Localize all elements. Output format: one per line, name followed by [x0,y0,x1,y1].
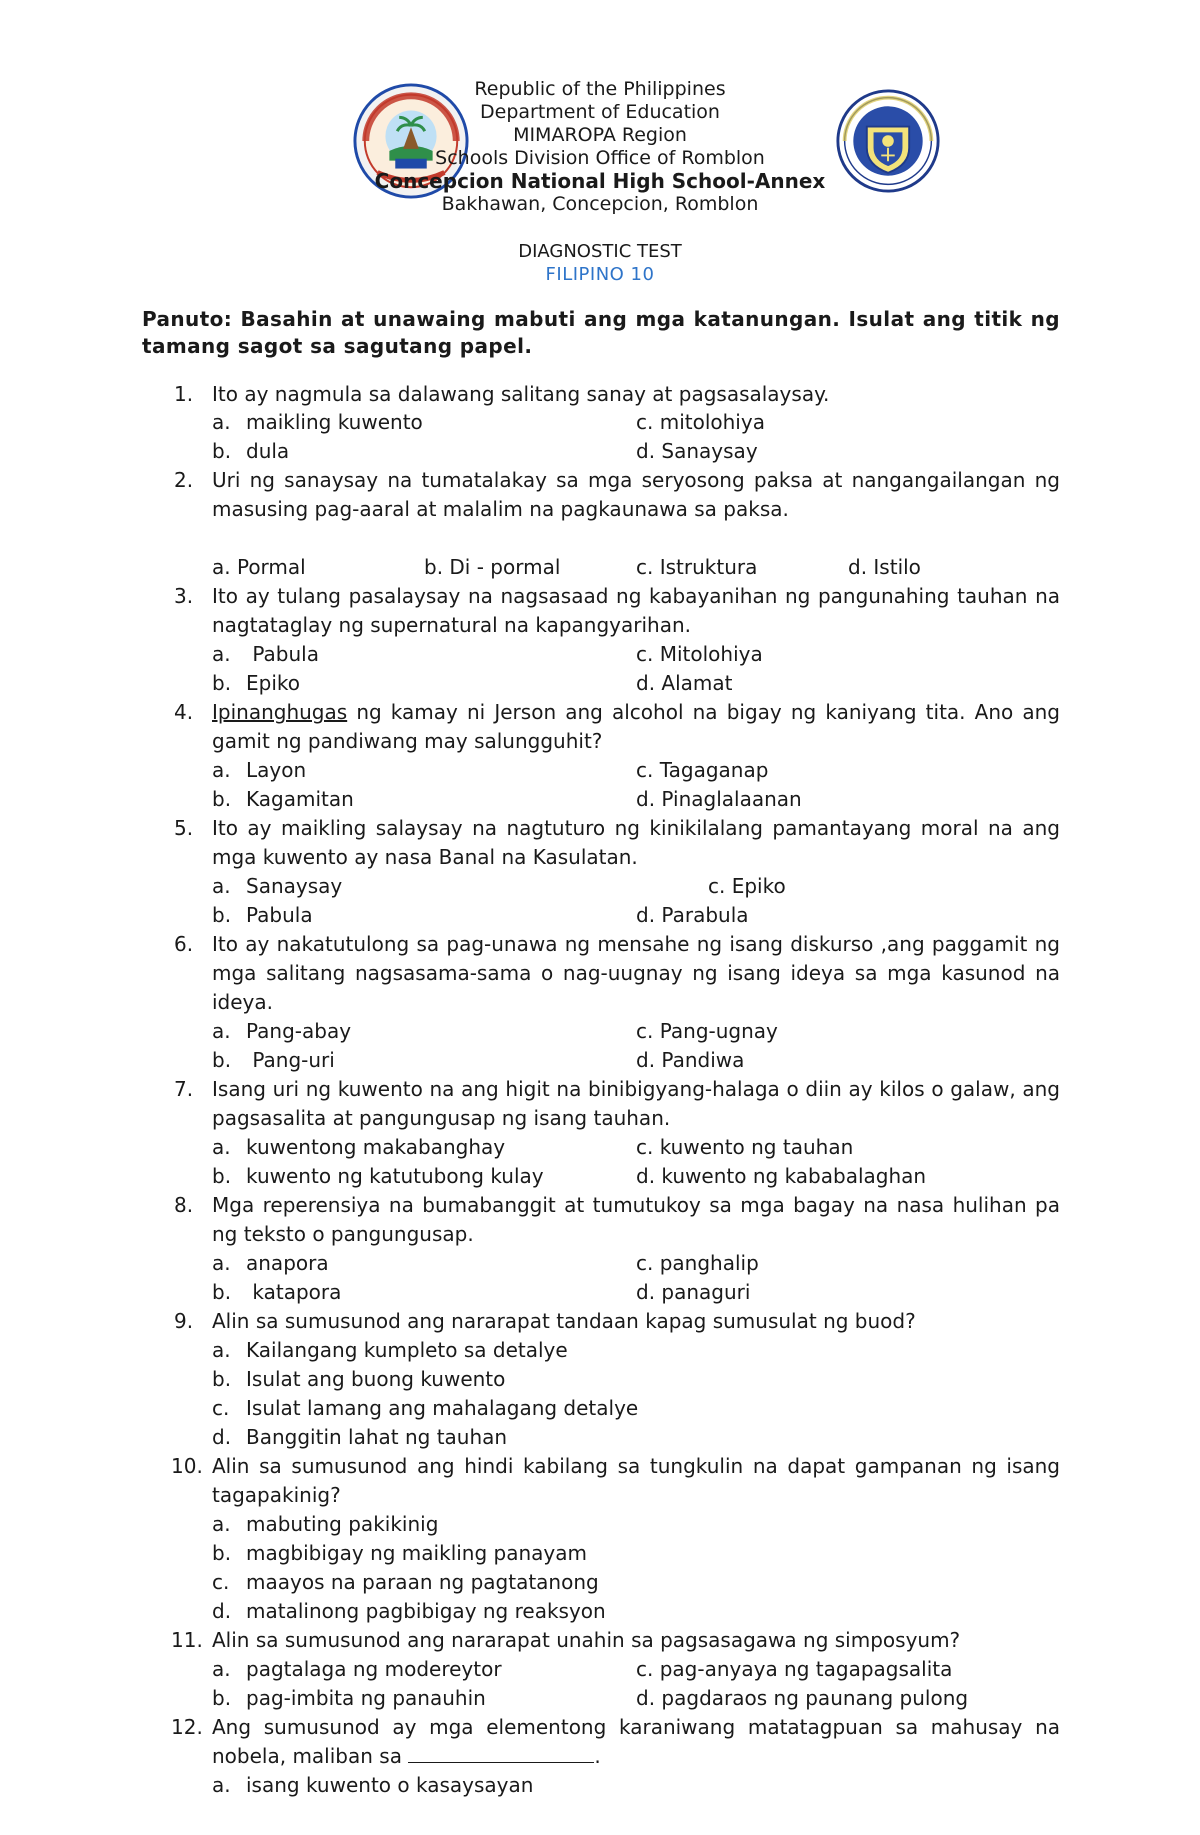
question-text: Ito ay nakatutulong sa pag-unawa ng mensahe ng isang diskurso ,ang paggamit ng mga salitang nagsasama-sama o nag-uugnay ng isang ideya sa mga kasunod na ideya. [212,932,1060,1014]
question-text: Ito ay nagmula sa dalawang salitang sanay at pagsasalaysay. [212,382,830,406]
option-a: a. isang kuwento o kasaysayan [212,1773,534,1797]
option-d: d. kuwento ng kababalaghan [636,1164,927,1188]
question-text: Isang uri ng kuwento na ang higit na binibigyang-halaga o diin ay kilos o galaw, ang pagsasalita at pangungusap ng isang tauhan. [212,1077,1060,1130]
option-b: b. Kagamitan [212,787,354,811]
header-country: Republic of the Philippines [474,78,726,100]
question-text: Alin sa sumusunod ang hindi kabilang sa tungkulin na dapat gampanan ng isang tagapakinig? [212,1454,1060,1507]
question-number: 4. [174,700,194,724]
option-c: c. kuwento ng tauhan [636,1135,854,1159]
option-c: c. Epiko [708,874,786,898]
option-c: c. panghalip [636,1251,759,1275]
question-number: 3. [174,584,194,608]
option-a: a. pagtalaga ng modereytor [212,1657,502,1681]
test-subject: FILIPINO 10 [545,264,655,285]
question-number: 1. [174,382,194,406]
header-school-name: Concepcion National High School-Annex [374,169,826,193]
option-d: d. Istilo [848,555,921,579]
option-a: a. Layon [212,758,307,782]
option-b: b. Isulat ang buong kuwento [212,1367,506,1391]
option-d: d. Alamat [636,671,733,695]
option-d: d. Pandiwa [636,1048,745,1072]
option-a: a. maikling kuwento [212,408,423,437]
question-number: 7. [174,1077,194,1101]
question-text: Ito ay tulang pasalaysay na nagsasaad ng kabayanihan ng pangunahing tauhan na nagtataglay ng supernatural na kapangyarihan. [212,584,1060,637]
answer-blank [408,1742,594,1763]
option-a: a. Pormal [212,555,306,579]
option-d: d. pagdaraos ng paunang pulong [636,1686,969,1710]
question-number: 8. [174,1193,194,1217]
underlined-word: Ipinanghugas [212,700,348,724]
header-division: Schools Division Office of Romblon [435,147,765,169]
option-a: a. anapora [212,1251,329,1275]
question-text: Ipinanghugas ng kamay ni Jerson ang alcohol na bigay ng kaniyang tita. Ano ang gamit ng pandiwang may salungguhit? [212,700,1060,753]
header-region: MIMAROPA Region [513,124,687,146]
option-d: d. matalinong pagbibigay ng reaksyon [212,1599,606,1623]
question-number: 5. [174,816,194,840]
question-number: 11. [171,1628,203,1652]
option-c: c. Pang-ugnay [636,1019,778,1043]
option-d: d. panaguri [636,1280,751,1304]
question-text: Ang sumusunod ay mga elementong karaniwang matatagpuan sa mahusay na nobela, maliban sa . [212,1715,1060,1768]
option-c: c. Isulat lamang ang mahalagang detalye [212,1396,639,1420]
option-b: b. kuwento ng katutubong kulay [212,1164,544,1188]
option-b: b. Di - pormal [424,555,561,579]
test-title: DIAGNOSTIC TEST [518,241,682,262]
option-c: c. Istruktura [636,555,758,579]
option-d: d. Sanaysay [636,439,758,463]
question-text: Uri ng sanaysay na tumatalakay sa mga seryosong paksa at nangangailangan ng masusing pag-aaral at malalim na pagkaunawa sa paksa. [212,468,1060,521]
question-text: Ito ay maikling salaysay na nagtuturo ng kinikilalang pamantayang moral na ang mga kuwento ay nasa Banal na Kasulatan. [212,816,1060,869]
option-b: b. pag-imbita ng panauhin [212,1686,486,1710]
option-b: b. Epiko [212,671,300,695]
header-department: Department of Education [480,101,720,123]
option-b: b. katapora [212,1280,342,1304]
header-address: Bakhawan, Concepcion, Romblon [441,193,759,215]
option-a: a. kuwentong makabanghay [212,1135,506,1159]
option-c: c. Mitolohiya [636,642,763,666]
option-a: a. Pang-abay [212,1019,352,1043]
option-b: b. Pang-uri [212,1048,335,1072]
option-c: c. maayos na paraan ng pagtatanong [212,1570,599,1594]
question-number: 2. [174,468,194,492]
option-a: a. Kailangang kumpleto sa detalye [212,1338,568,1362]
question-text: Alin sa sumusunod ang nararapat unahin sa pagsasagawa ng simposyum? [212,1628,961,1652]
question-text: Alin sa sumusunod ang nararapat tandaan kapag sumusulat ng buod? [212,1309,916,1333]
question-number: 12. [171,1715,203,1739]
question-number: 10. [171,1454,203,1478]
option-d: d. Banggitin lahat ng tauhan [212,1425,508,1449]
option-c: c. pag-anyaya ng tagapagsalita [636,1657,953,1681]
option-b: b. magbibigay ng maikling panayam [212,1541,587,1565]
option-letter: a. [212,410,231,434]
option-letter: b. [212,439,232,463]
question-text: Mga reperensiya na bumabanggit at tumutukoy sa mga bagay na nasa hulihan pa ng teksto o pangungusap. [212,1193,1060,1246]
option-a: a. Sanaysay [212,874,343,898]
option-d: d. Pinaglalaanan [636,787,802,811]
option-a: a. mabuting pakikinig [212,1512,439,1536]
option-b: b. dula [212,437,289,466]
option-b: b. Pabula [212,903,313,927]
option-d: d. Parabula [636,903,749,927]
option-c: c. mitolohiya [636,410,765,434]
question-number: 6. [174,932,194,956]
instructions: Panuto: Basahin at unawaing mabuti ang mga katanungan. Isulat ang titik ng tamang sagot sa sagutang papel. [142,307,1060,358]
option-a: a. Pabula [212,642,319,666]
question-number: 9. [174,1309,194,1333]
option-c: c. Tagaganap [636,758,769,782]
